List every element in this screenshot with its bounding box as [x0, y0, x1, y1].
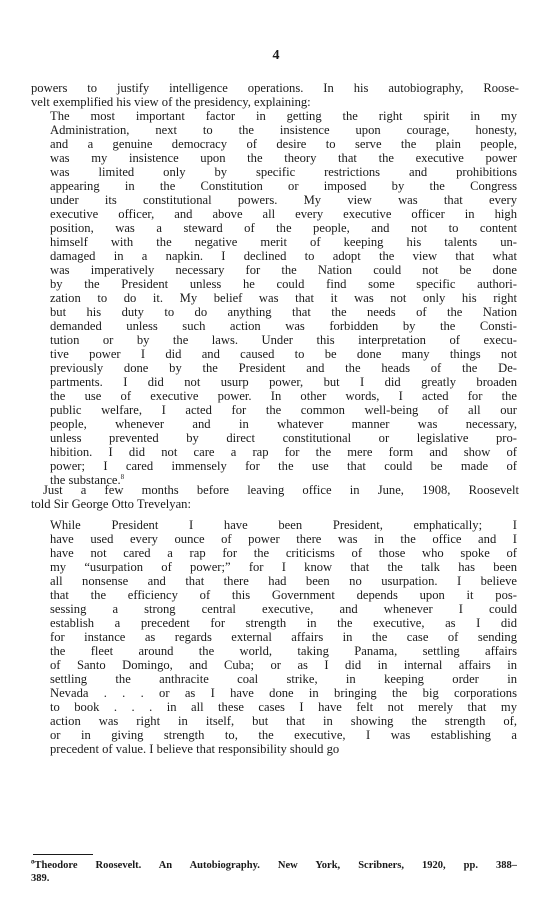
quote-line: tive power I did and caused to be done many things not [50, 347, 517, 361]
quote-line: was my insistence upon the theory that the executive power [50, 151, 517, 165]
quote-line: The most important factor in getting the right spirit in my [50, 109, 517, 123]
quote-line: have used every ounce of power there was in the office and I [50, 532, 517, 546]
text-line: told Sir George Otto Trevelyan: [31, 497, 191, 511]
quote-line: position, was a steward of the people, and not to content [50, 221, 517, 235]
footnote-mark: 8 [31, 860, 35, 866]
quote-line: under its constitutional powers. My view was that every [50, 193, 517, 207]
quote-line: demanded unless such action was forbidden by the Consti- [50, 319, 517, 333]
quote-line: sessing a strong central executive, and whenever I could [50, 602, 517, 616]
quote-line: but his duty to do anything that the needs of the Nation [50, 305, 517, 319]
quote-line: power; I cared immensely for the use that could be made of [50, 459, 517, 473]
footnote-line: 389. [31, 873, 50, 884]
text-line: velt exemplified his view of the presidency, explaining: [31, 95, 311, 109]
quote-line: the use of executive power. In other words, I acted for the [50, 389, 517, 403]
quote-line: previously done by the President and the heads of the De- [50, 361, 517, 375]
quote-line: appearing in the Constitution or imposed by the Congress [50, 179, 517, 193]
quote-line: hibition. I did not care a rap for the mere form and show of [50, 445, 517, 459]
quote-line: was imperatively necessary for the Nation could not be done [50, 263, 517, 277]
footnote-divider [33, 854, 93, 855]
quote-line: precedent of value. I believe that responsibility should go [50, 742, 340, 756]
quote-line: people, whenever and in whatever manner was necessary, [50, 417, 517, 431]
quote-line: and a genuine democracy of desire to serve the plain people, [50, 137, 517, 151]
quote-line: the fleet around the world, taking Panama, settling affairs [50, 644, 517, 658]
quote-line: damaged in a napkin. I declined to adopt the view that what [50, 249, 517, 263]
quote-line: partments. I did not usurp power, but I did greatly broaden [50, 375, 517, 389]
quote-line: to book . . . in all these cases I have felt not merely that my [50, 700, 517, 714]
quote-line: tution or by the laws. Under this interpretation of execu- [50, 333, 517, 347]
quote-line: establish a precedent for strength in the executive, as I did [50, 616, 517, 630]
quote-line: the substance.$^8$ [50, 473, 125, 487]
quote-line: zation to do it. My belief was that it was not only his right [50, 291, 517, 305]
quote-line: Administration, next to the insistence upon courage, honesty, [50, 123, 517, 137]
footnote-citation: Theodore Roosevelt. An Autobiography. New York, Scribners, 1920, pp. 388– [34, 860, 517, 871]
footnote-line [31, 860, 517, 872]
quote-line: unless prevented by direct constitutional or legislative pro- [50, 431, 517, 445]
quote-line: Nevada . . . or as I have done in bringing the big corporations [50, 686, 517, 700]
footnote-reference: 8 [120, 473, 125, 481]
quote-line: by the President unless he could find some specific authori- [50, 277, 517, 291]
quote-line: action was right in itself, but that in showing the strength of, [50, 714, 517, 728]
quote-line: was limited only by specific restrictions and prohibitions [50, 165, 517, 179]
text-line: Just a few months before leaving office in June, 1908, Roosevelt [43, 483, 519, 497]
quote-line: or in giving strength to, the executive, I was establishing a [50, 728, 517, 742]
text-line: powers to justify intelligence operations. In his autobiography, Roose- [31, 81, 519, 95]
quote-line: public welfare, I acted for the common well-being of all our [50, 403, 517, 417]
quote-line: While President I have been President, emphatically; I [50, 518, 517, 532]
quote-line: that the efficiency of this Government depends upon it pos- [50, 588, 517, 602]
quote-line: my “usurpation of power;” for I know that the talk has been [50, 560, 517, 574]
quote-line: all nonsense and that there had been no usurpation. I believe [50, 574, 517, 588]
quote-line: for instance as regards external affairs in the case of sending [50, 630, 517, 644]
quote-line: of Santo Domingo, and Cuba; or as I did in internal affairs in [50, 658, 517, 672]
quote-line: have not cared a rap for the criticisms of those who spoke of [50, 546, 517, 560]
page-number: 4 [272, 48, 280, 63]
quote-line: executive officer, and above all every executive officer in high [50, 207, 517, 221]
quote-line: settling the anthracite coal strike, in keeping order in [50, 672, 517, 686]
quote-line: himself with the negative merit of keeping his talents un- [50, 235, 517, 249]
